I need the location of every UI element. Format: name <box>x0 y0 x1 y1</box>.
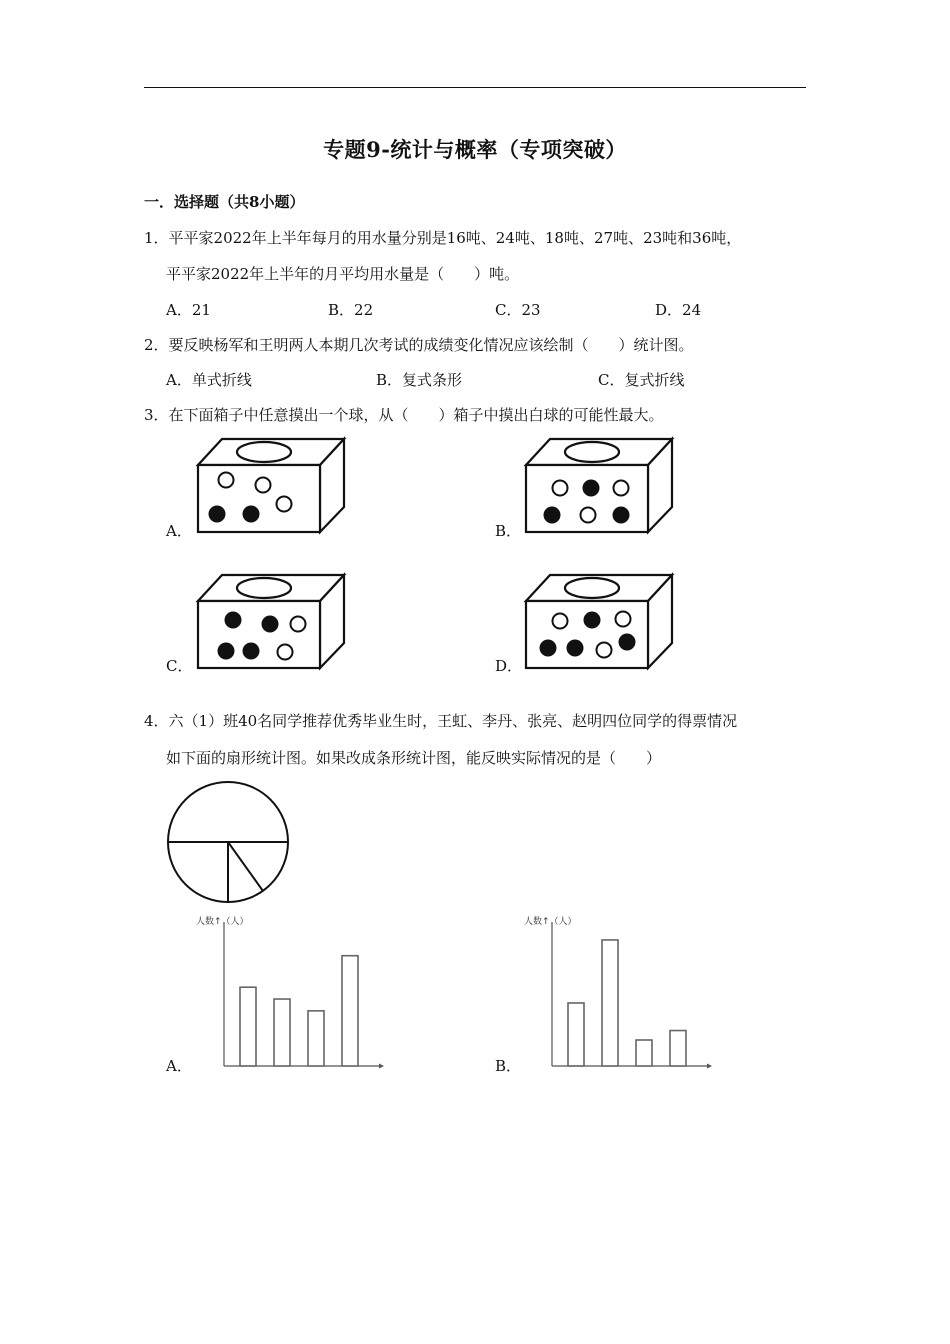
bar-chart-a[interactable] <box>190 908 390 1073</box>
white-ball <box>553 481 568 496</box>
q4-option-b-label[interactable]: B． <box>495 1057 522 1075</box>
white-ball <box>597 643 612 658</box>
q3-option-b-label[interactable]: B． <box>495 522 522 540</box>
black-ball <box>584 612 601 629</box>
bar <box>602 940 618 1066</box>
bar <box>670 1031 686 1066</box>
box-opening <box>237 578 291 598</box>
q3-option-c-label[interactable]: C． <box>166 657 193 675</box>
box-opening <box>565 578 619 598</box>
white-ball <box>553 614 568 629</box>
black-ball <box>243 643 260 660</box>
bar-chart-b[interactable] <box>518 908 718 1073</box>
bar <box>568 1003 584 1066</box>
page-title: 专题9-统计与概率（专项突破） <box>323 137 627 162</box>
q1-option-d[interactable]: D．24 <box>655 301 702 319</box>
q2-option-b[interactable]: B．复式条形 <box>376 371 463 389</box>
q4-option-a-label[interactable]: A． <box>166 1057 192 1075</box>
q3-text: 3．在下面箱子中任意摸出一个球，从（ ）箱子中摸出白球的可能性最大。 <box>144 406 664 424</box>
q1-text-line1: 1．平平家2022年上半年每月的用水量分别是16吨、24吨、18吨、27吨、23吨和36吨， <box>144 229 742 247</box>
section-heading: 一．选择题（共8小题） <box>144 193 305 211</box>
box-b-figure[interactable] <box>524 437 674 537</box>
header-rule <box>144 87 806 88</box>
q3-option-a-label[interactable]: A． <box>166 522 192 540</box>
white-ball <box>291 617 306 632</box>
q1-option-c[interactable]: C．23 <box>495 301 541 319</box>
white-ball <box>581 508 596 523</box>
q4-text-line2: 如下面的扇形统计图。如果改成条形统计图，能反映实际情况的是（ ） <box>166 749 662 767</box>
box-opening <box>565 442 619 462</box>
box-opening <box>237 442 291 462</box>
black-ball <box>262 616 279 633</box>
black-ball <box>619 634 636 651</box>
white-ball <box>614 481 629 496</box>
box-c-figure[interactable] <box>196 573 346 673</box>
black-ball <box>225 612 242 629</box>
q1-option-b[interactable]: B．22 <box>328 301 374 319</box>
black-ball <box>544 507 561 524</box>
q1-option-a[interactable]: A．21 <box>166 301 211 319</box>
black-ball <box>540 640 557 657</box>
black-ball <box>218 643 235 660</box>
box-a-figure[interactable] <box>196 437 346 537</box>
bar <box>240 987 256 1066</box>
white-ball <box>219 473 234 488</box>
black-ball <box>583 480 600 497</box>
x-axis-arrow <box>379 1064 384 1069</box>
black-ball <box>243 506 260 523</box>
box-d-figure[interactable] <box>524 573 674 673</box>
white-ball <box>277 497 292 512</box>
y-axis-label: 人数↑（人） <box>524 917 577 927</box>
bar <box>342 956 358 1066</box>
black-ball <box>209 506 226 523</box>
q1-text-line2: 平平家2022年上半年的月平均用水量是（ ）吨。 <box>166 265 520 283</box>
bar <box>308 1011 324 1066</box>
white-ball <box>278 645 293 660</box>
y-axis-label: 人数↑（人） <box>196 917 249 927</box>
q2-option-c[interactable]: C．复式折线 <box>598 371 685 389</box>
bar <box>636 1040 652 1066</box>
x-axis-arrow <box>707 1064 712 1069</box>
q2-text: 2．要反映杨军和王明两人本期几次考试的成绩变化情况应该绘制（ ）统计图。 <box>144 336 694 354</box>
q4-text-line1: 4．六（1）班40名同学推荐优秀毕业生时，王虹、李丹、张亮、赵明四位同学的得票情况 <box>144 712 738 730</box>
q3-option-d-label[interactable]: D． <box>495 657 523 675</box>
pie-chart <box>166 781 292 905</box>
black-ball <box>613 507 630 524</box>
white-ball <box>256 478 271 493</box>
bar <box>274 999 290 1066</box>
white-ball <box>616 612 631 627</box>
black-ball <box>567 640 584 657</box>
q2-option-a[interactable]: A．单式折线 <box>166 371 252 389</box>
